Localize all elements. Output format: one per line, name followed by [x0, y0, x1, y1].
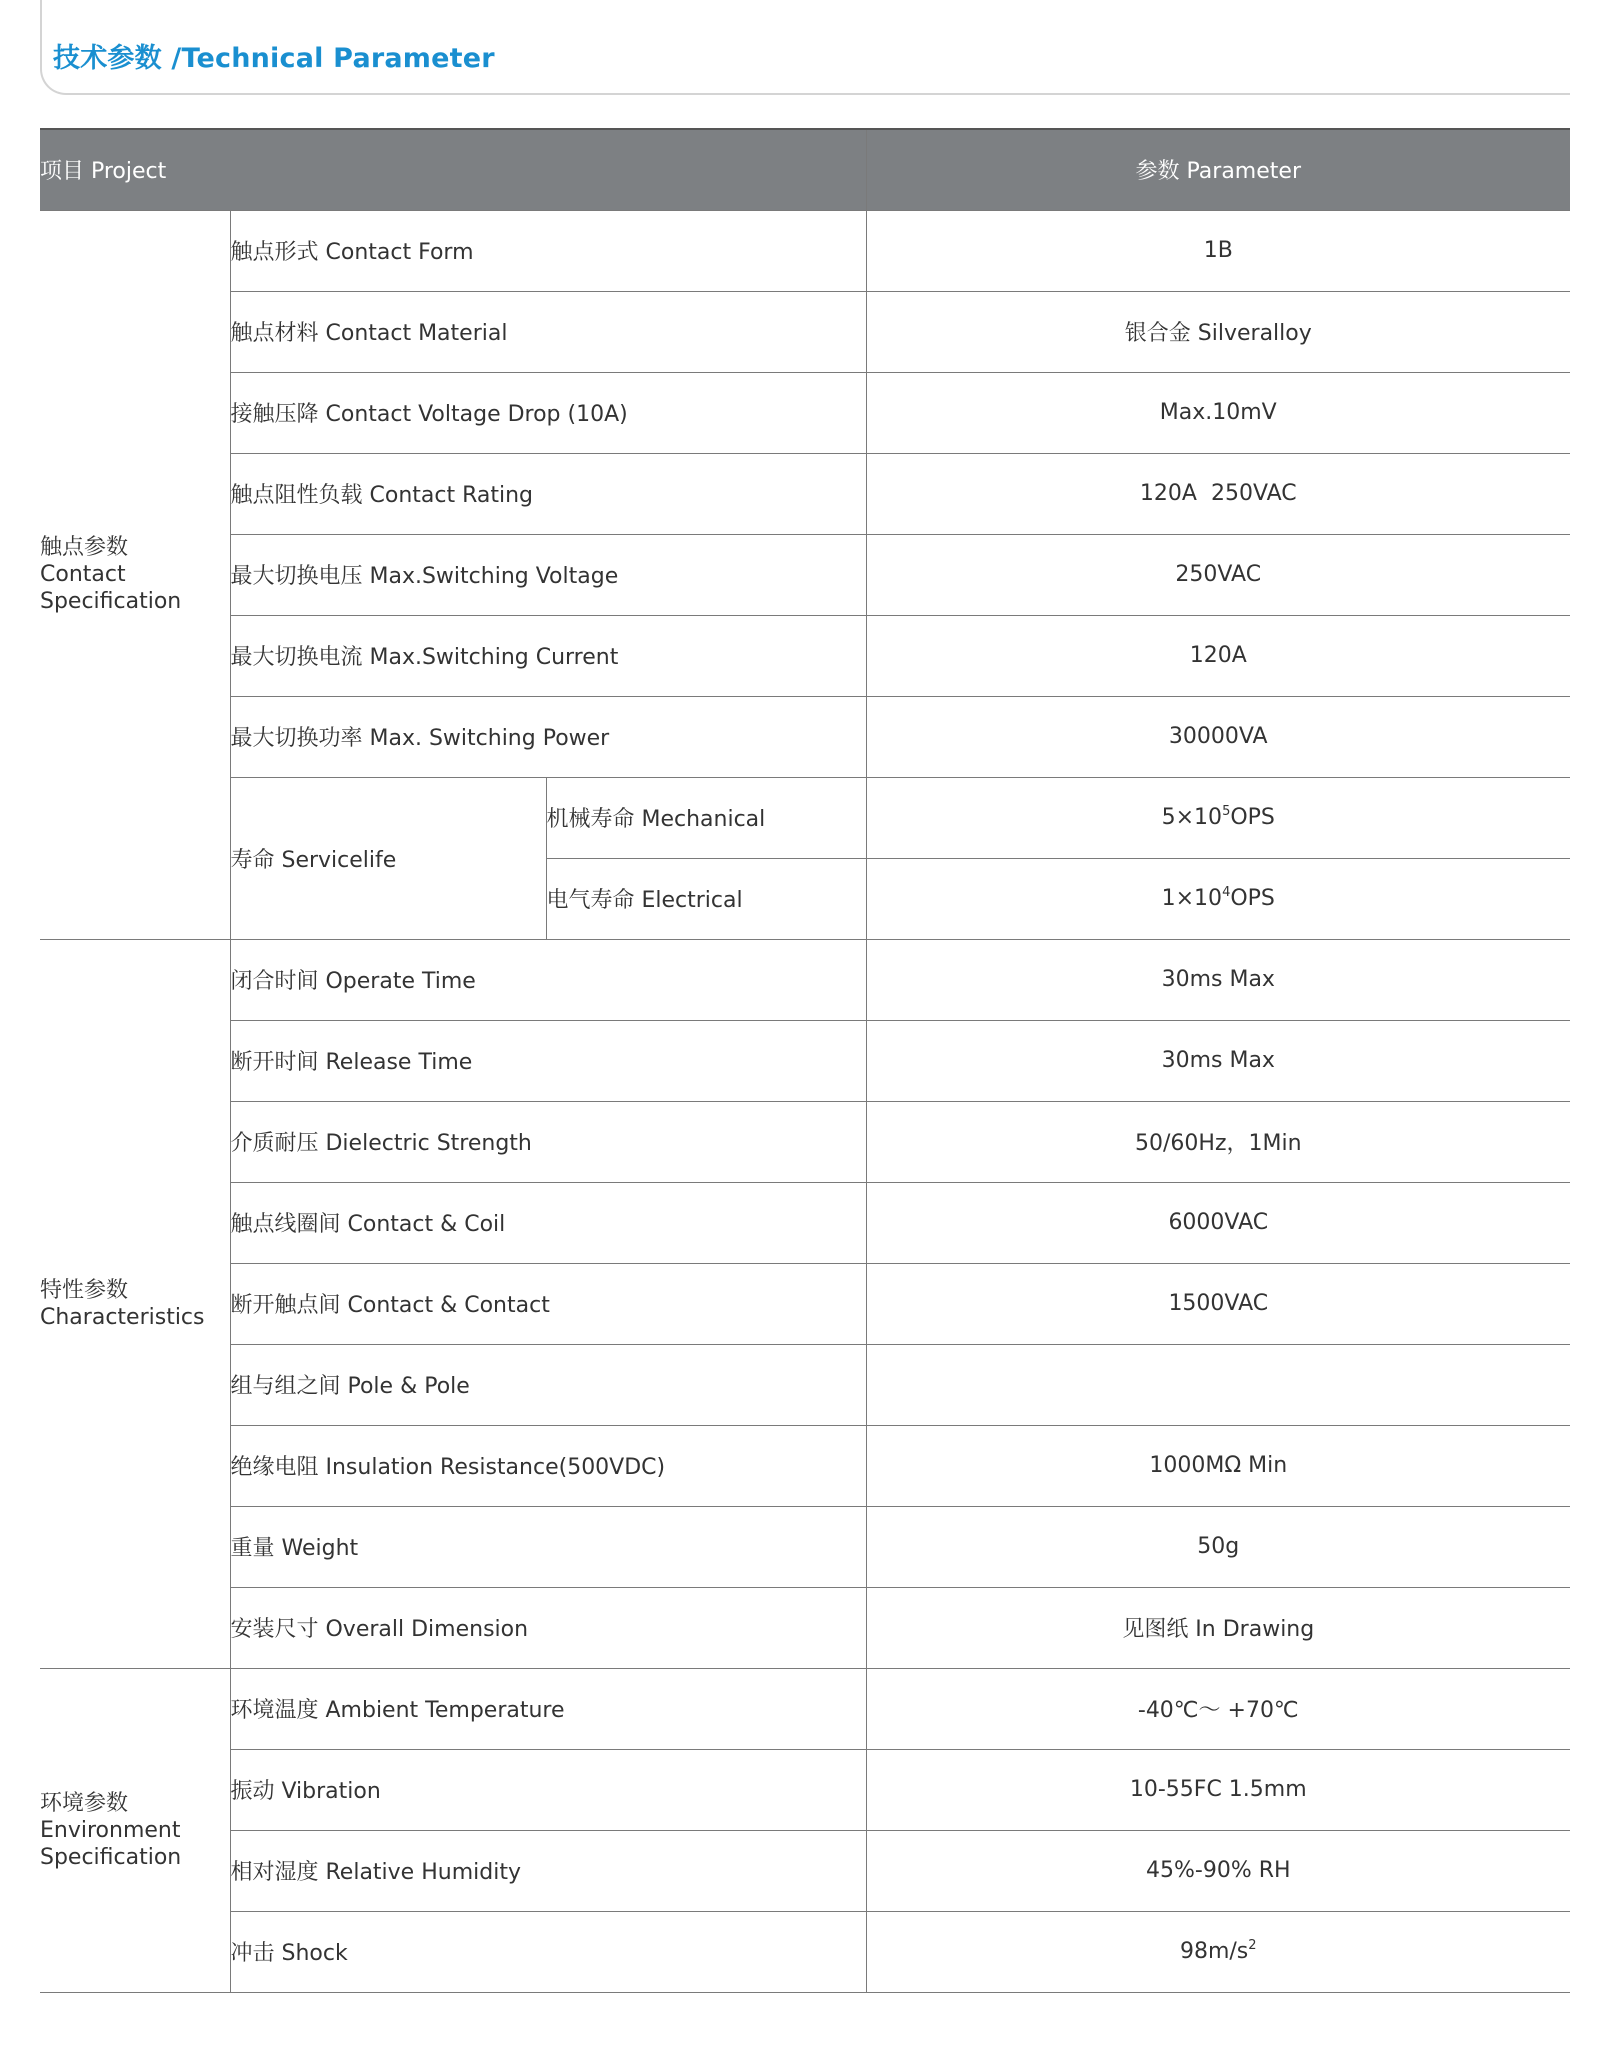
row-value: 120A 250VAC [866, 453, 1570, 534]
row-label: 重量 Weight [230, 1506, 866, 1587]
row-value: 1B [866, 210, 1570, 291]
row-value: 45%-90% RH [866, 1830, 1570, 1911]
row-label: 最大切换电压 Max.Switching Voltage [230, 534, 866, 615]
row-label: 触点线圈间 Contact & Coil [230, 1182, 866, 1263]
table-row [40, 534, 1570, 615]
group-environment-specification: 环境参数 Environment Specification [40, 1668, 230, 1992]
row-label: 触点阻性负载 Contact Rating [230, 453, 866, 534]
table-row [40, 1911, 1570, 1992]
row-label: 振动 Vibration [230, 1749, 866, 1830]
row-label: 安装尺寸 Overall Dimension [230, 1587, 866, 1668]
row-label: 闭合时间 Operate Time [230, 939, 866, 1020]
table-row [40, 1101, 1570, 1182]
electrical-life-value: $1\times 10^4OPS$ [866, 858, 1570, 939]
row-value: 1500VAC [866, 1263, 1570, 1344]
table-row [40, 1263, 1570, 1344]
mechanical-life-label: 机械寿命 Mechanical [546, 777, 866, 858]
parameter-header: 参数 Parameter [866, 129, 1570, 210]
row-value: 1000MΩ Min [866, 1425, 1570, 1506]
row-value: -40℃～ +70℃ [866, 1668, 1570, 1749]
row-value: 50/60Hz，1Min [866, 1101, 1570, 1182]
table-row [40, 1668, 1570, 1749]
row-value: 250VAC [866, 534, 1570, 615]
row-label: 断开时间 Release Time [230, 1020, 866, 1101]
row-label: 触点材料 Contact Material [230, 291, 866, 372]
row-label: 冲击 Shock [230, 1911, 866, 1992]
row-value [866, 1344, 1570, 1425]
electrical-life-label: 电气寿命 Electrical [546, 858, 866, 939]
row-value: 银合金 Silveralloy [866, 291, 1570, 372]
row-label: 触点形式 Contact Form [230, 210, 866, 291]
row-value: 50g [866, 1506, 1570, 1587]
table-row [40, 1425, 1570, 1506]
table-row [40, 291, 1570, 372]
row-value: 120A [866, 615, 1570, 696]
table-row [40, 1587, 1570, 1668]
row-label: 最大切换功率 Max. Switching Power [230, 696, 866, 777]
mechanical-life-value: $5\times 10^5OPS$ [866, 777, 1570, 858]
row-value: 6000VAC [866, 1182, 1570, 1263]
table-row [40, 1749, 1570, 1830]
table-row [40, 696, 1570, 777]
row-label: 断开触点间 Contact & Contact [230, 1263, 866, 1344]
group-contact-specification: 触点参数 Contact Specification [40, 210, 230, 939]
row-label: 最大切换电流 Max.Switching Current [230, 615, 866, 696]
row-value: 30ms Max [866, 939, 1570, 1020]
table-row [40, 1830, 1570, 1911]
row-label: 环境温度 Ambient Temperature [230, 1668, 866, 1749]
table-row [40, 615, 1570, 696]
row-label: 介质耐压 Dielectric Strength [230, 1101, 866, 1182]
project-header: 项目 Project [40, 129, 866, 210]
table-header-row [40, 129, 1570, 210]
table-row [40, 1020, 1570, 1101]
row-value: $98m/s^2$ [866, 1911, 1570, 1992]
table-row [40, 777, 1570, 858]
row-value: 10-55FC 1.5mm [866, 1749, 1570, 1830]
row-value: 30000VA [866, 696, 1570, 777]
row-label: 组与组之间 Pole & Pole [230, 1344, 866, 1425]
table-row [40, 939, 1570, 1020]
table-row [40, 210, 1570, 291]
row-value: Max.10mV [866, 372, 1570, 453]
row-label: 绝缘电阻 Insulation Resistance(500VDC) [230, 1425, 866, 1506]
table-row [40, 1344, 1570, 1425]
group-characteristics: 特性参数 Characteristics [40, 939, 230, 1668]
row-label: 相对湿度 Relative Humidity [230, 1830, 866, 1911]
table-row [40, 1506, 1570, 1587]
table-row [40, 372, 1570, 453]
row-value: 见图纸 In Drawing [866, 1587, 1570, 1668]
row-value: 30ms Max [866, 1020, 1570, 1101]
table-row [40, 1182, 1570, 1263]
table-row [40, 453, 1570, 534]
technical-parameter-table [40, 128, 1570, 1993]
page-title: 技术参数 /Technical Parameter [53, 43, 495, 74]
row-label: 接触压降 Contact Voltage Drop (10A) [230, 372, 866, 453]
servicelife-label: 寿命 Servicelife [230, 777, 546, 939]
